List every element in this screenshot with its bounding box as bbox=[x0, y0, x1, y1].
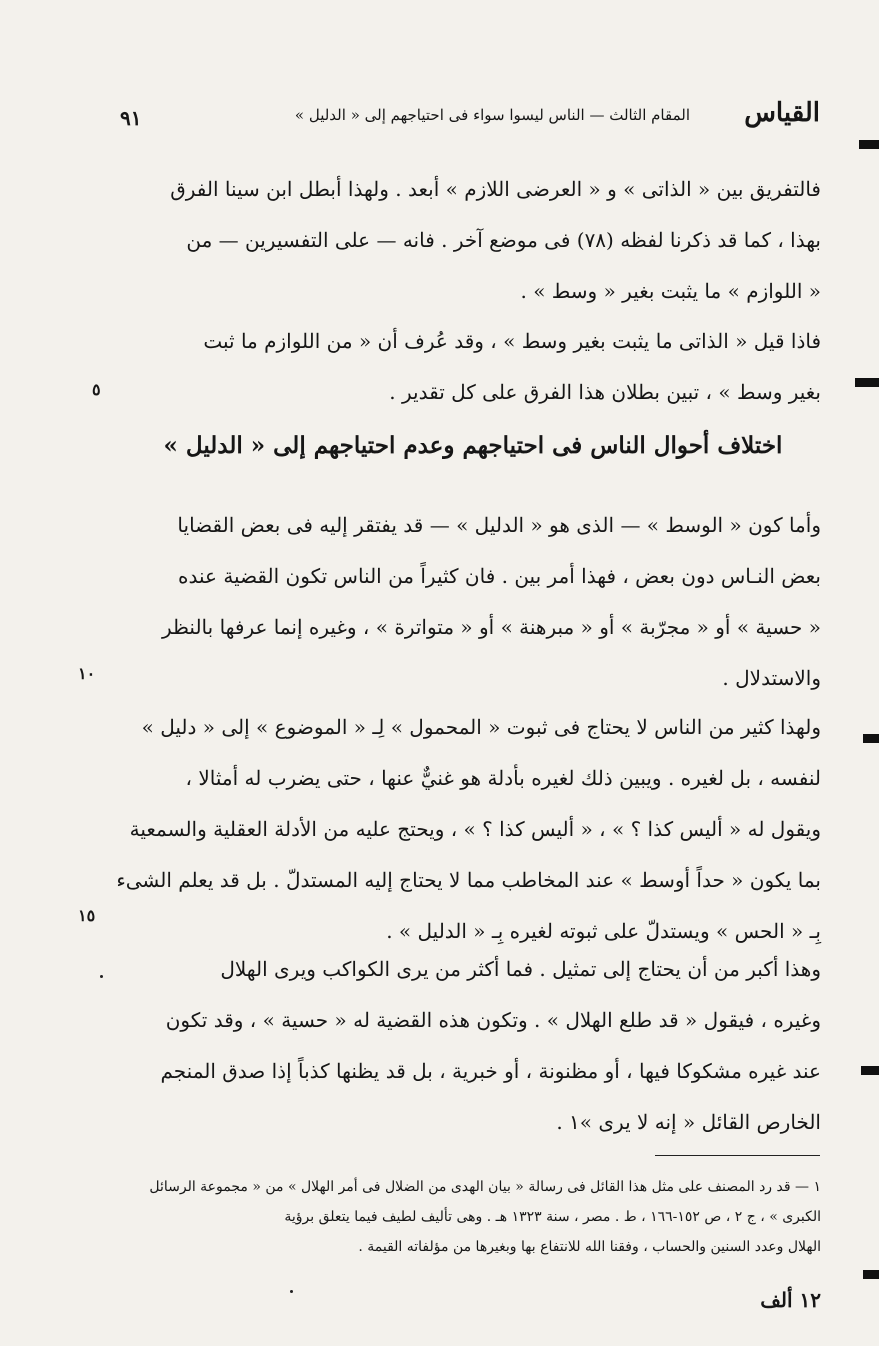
paragraph-line: لنفسه ، بل لغيره . ويبين ذلك لغيره بأدلة هو غنيٌّ عنها ، حتى يضرب له أمثالا ، bbox=[185, 766, 821, 790]
paragraph-line: بما يكون « حداً أوسط » عند المخاطب مما لا يحتاج إليه المستدلّ . بل قد يعلم الشىء bbox=[116, 868, 821, 892]
section-heading: اختلاف أحوال الناس فى احتياجهم وعدم احتياجهم إلى « الدليل » bbox=[163, 432, 783, 459]
margin-tab-mark bbox=[863, 734, 879, 743]
margin-tab-mark bbox=[855, 378, 879, 387]
line-number: ٥ bbox=[92, 380, 101, 399]
footnote-line: ١ — قد رد المصنف على مثل هذا القائل فى رسالة « بيان الهدى من الضلال فى أمر الهلال » من « مجموعة الرسائل bbox=[149, 1179, 821, 1195]
line-number: ١٠ bbox=[78, 664, 96, 683]
scan-speck bbox=[290, 1290, 293, 1293]
margin-tab-mark bbox=[863, 1270, 879, 1279]
footnote-line: الهلال وعدد السنين والحساب ، وفقنا الله للانتفاع بها وبغيرها من مؤلفاته القيمة . bbox=[358, 1239, 821, 1255]
scan-speck bbox=[100, 975, 103, 978]
paragraph-line: ولهذا كثير من الناس لا يحتاج فى ثبوت « المحمول » لِـ « الموضوع » إلى « دليل » bbox=[141, 715, 821, 739]
paragraph-line: بعض النـاس دون بعض ، فهذا أمر بين . فان كثيراً من الناس تكون القضية عنده bbox=[178, 564, 821, 588]
running-title: القياس bbox=[744, 98, 820, 128]
paragraph-line: وغيره ، فيقول « قد طلع الهلال » . وتكون هذه القضية له « حسية » ، وقد تكون bbox=[165, 1008, 821, 1032]
footnotes bbox=[128, 1172, 821, 1262]
paragraph-line: الخارص القائل « إنه لا يرى »١ . bbox=[556, 1110, 821, 1134]
paragraph-line: بِـ « الحس » ويستدلّ على ثبوته لغيره بِـ « الدليل » . bbox=[386, 919, 821, 943]
paragraph-line: « حسية » أو « مجرّبة » أو « مبرهنة » أو « متواترة » ، وغيره إنما عرفها بالنظر bbox=[161, 615, 821, 639]
paragraph-1 bbox=[125, 164, 821, 317]
paragraph-5 bbox=[125, 944, 821, 1148]
section-title: المقام الثالث — الناس ليسوا سواء فى احتياجهم إلى « الدليل » bbox=[294, 106, 690, 124]
paragraph-line: ويقول له « أليس كذا ؟ » ، « أليس كذا ؟ » ، ويحتج عليه من الأدلة العقلية والسمعية bbox=[129, 817, 821, 841]
paragraph-line: وأما كون « الوسط » — الذى هو « الدليل » — قد يفتقر إليه فى بعض القضايا bbox=[177, 513, 821, 537]
paragraph-line: والاستدلال . bbox=[722, 666, 821, 690]
paragraph-line: « اللوازم » ما يثبت بغير « وسط » . bbox=[520, 279, 821, 303]
margin-tab-mark bbox=[859, 140, 879, 149]
paragraph-line: فاذا قيل « الذاتى ما يثبت بغير وسط » ، وقد عُرف أن « من اللوازم ما ثبت bbox=[203, 329, 821, 353]
paragraph-line: عند غيره مشكوكا فيها ، أو مظنونة ، أو خبرية ، بل قد يظنها كذباً إذا صدق المنجم bbox=[160, 1059, 821, 1083]
signature-mark: ١٢ ألف bbox=[760, 1288, 821, 1312]
paragraph-line: وهذا أكبر من أن يحتاج إلى تمثيل . فما أكثر من يرى الكواكب ويرى الهلال bbox=[220, 957, 821, 981]
paragraph-3 bbox=[125, 500, 821, 704]
paragraph-2 bbox=[125, 316, 821, 418]
footnote-line: الكبرى » ، ج ٢ ، ص ١٥٢-١٦٦ ، ط . مصر ، سنة ١٣٢٣ هـ . وهى تأليف لطيف فيما يتعلق برؤية bbox=[284, 1209, 821, 1225]
paragraph-line: بغير وسط » ، تبين بطلان هذا الفرق على كل تقدير . bbox=[389, 380, 821, 404]
page-number: ٩١ bbox=[120, 106, 142, 130]
paragraph-4 bbox=[116, 702, 821, 957]
paragraph-line: فالتفريق بين « الذاتى » و « العرضى اللازم » أبعد . ولهذا أبطل ابن سينا الفرق bbox=[170, 177, 821, 201]
page-header bbox=[120, 98, 820, 148]
paragraph-line: بهذا ، كما قد ذكرنا لفظه (٧٨) فى موضع آخر . فانه — على التفسيرين — من bbox=[186, 228, 821, 252]
margin-tab-mark bbox=[861, 1066, 879, 1075]
line-number: ١٥ bbox=[78, 906, 96, 925]
footnote-divider bbox=[655, 1155, 820, 1156]
